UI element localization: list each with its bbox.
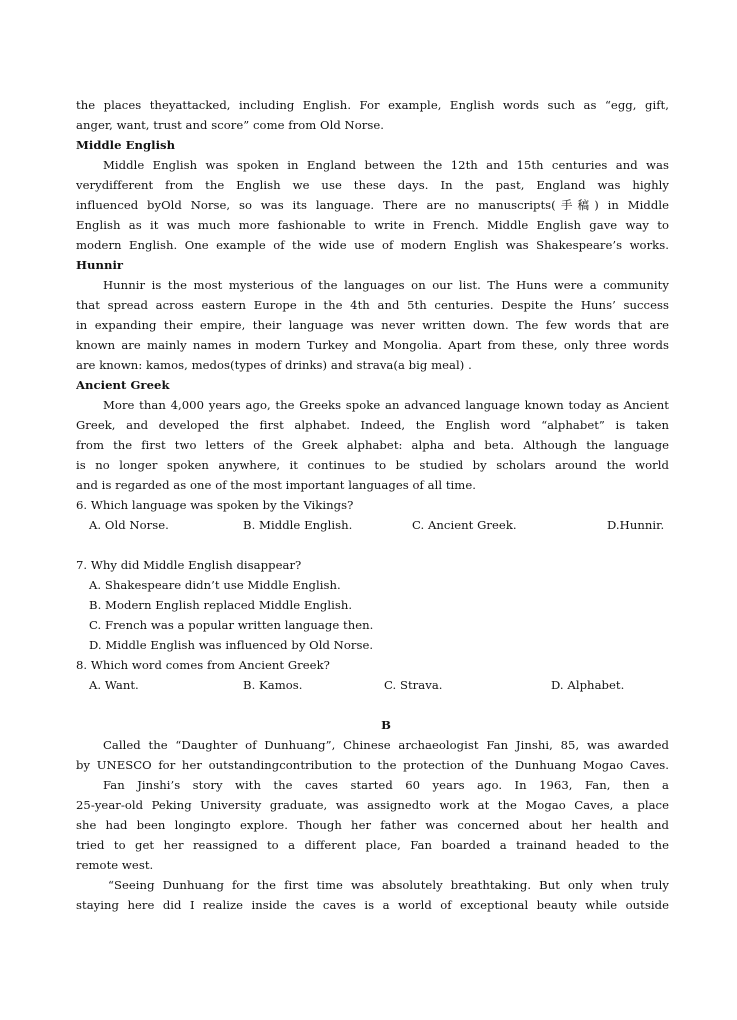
question-8-option-c: C. Strava. [384, 678, 443, 692]
question-7-option-d: D. Middle English was influenced by Old Norse. [89, 638, 374, 652]
question-6-option-a: A. Old Norse. [89, 518, 169, 532]
passage-a-intro-line-2: anger, want, trust and score” come from Old Norse. [76, 118, 385, 132]
hunnir-line-5: are known: kamos, medos(types of drinks) and strava(a big meal) . [76, 358, 472, 372]
question-6-option-d: D.Hunnir. [607, 518, 665, 532]
middle-english-line-5: modern English. One example of the wide use of modern English was Shakespeare’s works. [76, 238, 669, 252]
passage-a-intro-line-1: the places theyattacked, including English. For example, English words such as “egg, gift, [76, 98, 669, 112]
passage-b-line-9: staying here did I realize inside the caves is a world of exceptional beauty while outside [76, 898, 669, 912]
question-6-option-b: B. Middle English. [243, 518, 353, 532]
ancient-greek-line-4: is no longer spoken anywhere, it continues to be studied by scholars around the world [76, 458, 669, 472]
middle-english-line-2: verydifferent from the English we use these days. In the past, England was highly [76, 178, 669, 192]
passage-b-line-4: 25-year-old Peking University graduate, was assignedto work at the Mogao Caves, a place [76, 798, 669, 812]
ancient-greek-line-2: Greek, and developed the first alphabet. Indeed, the English word “alphabet” is taken [76, 418, 669, 432]
passage-b-line-1: Called the “Daughter of Dunhuang”, Chinese archaeologist Fan Jinshi, 85, was awarded [103, 738, 669, 752]
ancient-greek-line-1: More than 4,000 years ago, the Greeks spoke an advanced language known today as Ancient [103, 398, 669, 412]
hunnir-heading: Hunnir [76, 258, 124, 272]
question-8-option-a: A. Want. [89, 678, 139, 692]
question-6-stem: 6. Which language was spoken by the Vikings? [76, 498, 354, 512]
question-6-option-c: C. Ancient Greek. [412, 518, 517, 532]
question-8-stem: 8. Which word comes from Ancient Greek? [76, 658, 330, 672]
middle-english-line-4: English as it was much more fashionable to write in French. Middle English gave way to [76, 218, 669, 232]
ancient-greek-line-5: and is regarded as one of the most important languages of all time. [76, 478, 476, 492]
hunnir-line-2: that spread across eastern Europe in the 4th and 5th centuries. Despite the Huns’ success [76, 298, 669, 312]
question-7-option-a: A. Shakespeare didn’t use Middle English. [89, 578, 341, 592]
passage-b-line-7: remote west. [76, 858, 154, 872]
hunnir-line-1: Hunnir is the most mysterious of the languages on our list. The Huns were a community [103, 278, 669, 292]
question-8-option-b: B. Kamos. [243, 678, 303, 692]
ancient-greek-heading: Ancient Greek [76, 378, 170, 392]
middle-english-line-1: Middle English was spoken in England between the 12th and 15th centuries and was [103, 158, 669, 172]
question-8-option-d: D. Alphabet. [551, 678, 625, 692]
hunnir-line-4: known are mainly names in modern Turkey and Mongolia. Apart from these, only three words [76, 338, 669, 352]
middle-english-line-3: influenced byOld Norse, so was its language. There are no manuscripts(手稿) in Middle [76, 198, 669, 212]
middle-english-heading: Middle English [76, 138, 176, 152]
ancient-greek-line-3: from the first two letters of the Greek alphabet: alpha and beta. Although the language [76, 438, 669, 452]
passage-b-line-6: tried to get her reassigned to a different place, Fan boarded a trainand headed to the [76, 838, 669, 852]
passage-b-line-2: by UNESCO for her outstandingcontribution to the protection of the Dunhuang Mogao Caves. [76, 758, 669, 772]
question-7-option-b: B. Modern English replaced Middle English. [89, 598, 353, 612]
passage-b-heading: B [381, 718, 391, 732]
passage-b-line-5: she had been longingto explore. Though her father was concerned about her health and [76, 818, 669, 832]
passage-b-line-8: “Seeing Dunhuang for the first time was absolutely breathtaking. But only when truly [108, 878, 669, 892]
question-7-option-c: C. French was a popular written language then. [89, 618, 374, 632]
hunnir-line-3: in expanding their empire, their language was never written down. The few words that are [76, 318, 669, 332]
question-7-stem: 7. Why did Middle English disappear? [76, 558, 302, 572]
passage-b-line-3: Fan Jinshi’s story with the caves started 60 years ago. In 1963, Fan, then a [103, 778, 669, 792]
